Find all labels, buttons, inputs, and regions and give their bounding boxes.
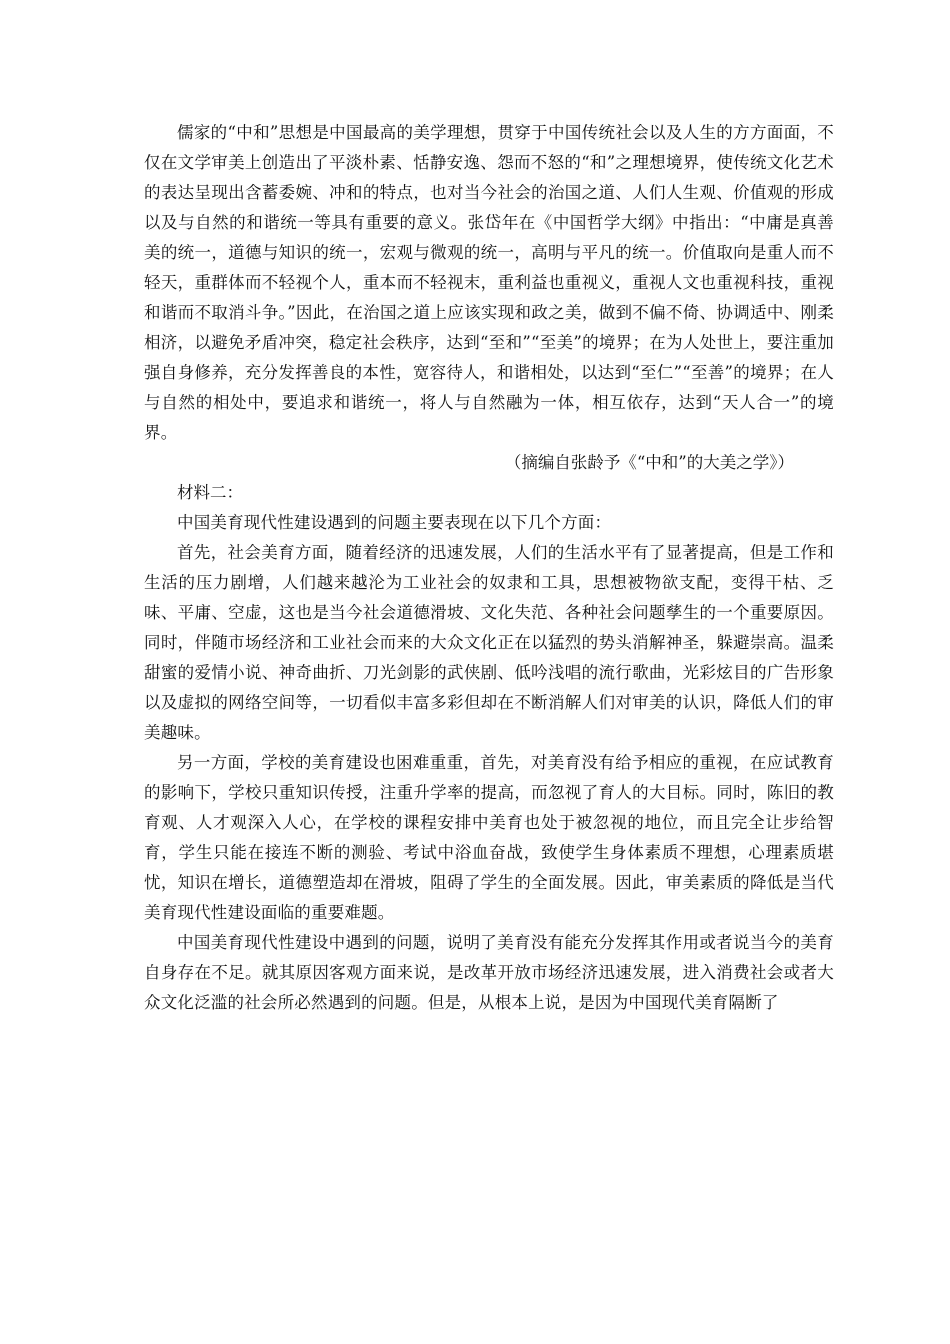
material-two-heading: 材料二： (177, 483, 243, 502)
document-body (144, 118, 834, 1018)
intro-line: 中国美育现代性建设遇到的问题主要表现在以下几个方面： (177, 513, 612, 532)
paragraph-school-aesthetics: 另一方面，学校的美育建设也困难重重，首先，对美育没有给予相应的重视，在应试教育的影响下，学校只重知识传授，注重升学率的提高，而忽视了育人的大目标。同时，陈旧的教育观、人才观深入人心，在学校的课程安排中美育也处于被忽视的地位，而且完全让步给智育，学生只能在接连不断的测验、考试中浴血奋战，致使学生身体素质不理想，心理素质堪忧，知识在增长，道德塑造却在滑坡，阻碍了学生的全面发展。因此，审美素质的降低是当代美育现代性建设面临的重要难题。 (144, 753, 834, 922)
paragraph-social-aesthetics: 首先，社会美育方面，随着经济的迅速发展，人们的生活水平有了显著提高，但是工作和生活的压力剧增，人们越来越沦为工业社会的奴隶和工具，思想被物欲支配，变得干枯、乏味、平庸、空虚，这也是当今社会道德滑坡、文化失范、各种社会问题孳生的一个重要原因。同时，伴随市场经济和工业社会而来的大众文化正在以猛烈的势头消解神圣，躲避崇高。温柔甜蜜的爱情小说、神奇曲折、刀光剑影的武侠剧、低吟浅唱的流行歌曲，光彩炫目的广告形象以及虚拟的网络空间等，一切看似丰富多彩但却在不断消解人们对审美的认识，降低人们的审美趣味。 (144, 543, 834, 742)
paragraph-causes: 中国美育现代性建设中遇到的问题，说明了美育没有能充分发挥其作用或者说当今的美育自身存在不足。就其原因客观方面来说，是改革开放市场经济迅速发展，进入消费社会或者大众文化泛滥的社会所必然遇到的问题。但是，从根本上说，是因为中国现代美育隔断了 (144, 933, 834, 1012)
paragraph-zhonghe: 儒家的“中和”思想是中国最高的美学理想，贯穿于中国传统社会以及人生的方方面面，不仅在文学审美上创造出了平淡朴素、恬静安逸、怨而不怒的“和”之理想境界，使传统文化艺术的表达呈现出含蓄委婉、冲和的特点，也对当今社会的治国之道、人们人生观、价值观的形成以及与自然的和谐统一等具有重要的意义。张岱年在《中国哲学大纲》中指出：“中庸是真善美的统一，道德与知识的统一，宏观与微观的统一，高明与平凡的统一。价值取向是重人而不轻天，重群体而不轻视个人，重本而不轻视末，重利益也重视义，重视人文也重视科技，重视和谐而不取消斗争。”因此，在治国之道上应该实现和政之美，做到不偏不倚、协调适中、刚柔相济，以避免矛盾冲突，稳定社会秩序，达到“至和”“至美”的境界；在为人处世上，要注重加强自身修养，充分发挥善良的本性，宽容待人，和谐相处，以达到“至仁”“至善”的境界；在人与自然的相处中，要追求和谐统一，将人与自然融为一体，相互依存，达到“天人合一”的境界。 (144, 123, 834, 442)
source-citation: （摘编自张龄予《“中和”的大美之学》） (504, 453, 794, 472)
